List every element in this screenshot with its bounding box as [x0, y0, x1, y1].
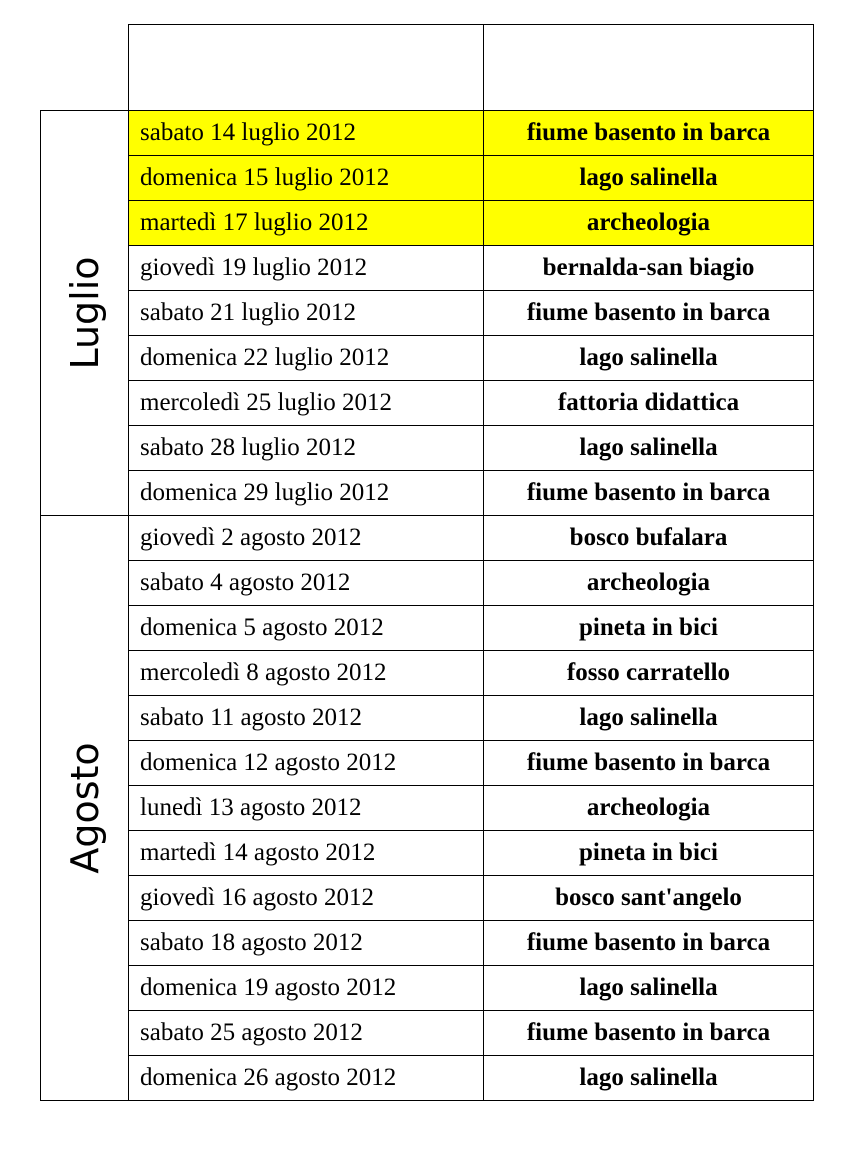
activity-cell: fiume basento in barca [484, 741, 814, 786]
activity-cell: fattoria didattica [484, 381, 814, 426]
date-cell: sabato 11 agosto 2012 [129, 696, 484, 741]
date-cell: sabato 21 luglio 2012 [129, 291, 484, 336]
date-cell: martedì 14 agosto 2012 [129, 831, 484, 876]
date-cell: lunedì 13 agosto 2012 [129, 786, 484, 831]
date-cell: domenica 5 agosto 2012 [129, 606, 484, 651]
schedule-row [41, 426, 814, 471]
schedule-row [41, 156, 814, 201]
activity-cell: bosco sant'angelo [484, 876, 814, 921]
schedule-row [41, 741, 814, 786]
date-cell: mercoledì 8 agosto 2012 [129, 651, 484, 696]
activity-cell: lago salinella [484, 156, 814, 201]
schedule-row [41, 201, 814, 246]
date-cell: giovedì 19 luglio 2012 [129, 246, 484, 291]
activity-cell: pineta in bici [484, 606, 814, 651]
excursion-schedule-table [40, 24, 814, 1101]
schedule-row [41, 651, 814, 696]
schedule-row [41, 561, 814, 606]
date-cell: giovedì 16 agosto 2012 [129, 876, 484, 921]
schedule-row [41, 966, 814, 1011]
date-cell: sabato 28 luglio 2012 [129, 426, 484, 471]
date-cell: sabato 25 agosto 2012 [129, 1011, 484, 1056]
schedule-row [41, 471, 814, 516]
date-cell: mercoledì 25 luglio 2012 [129, 381, 484, 426]
activity-cell: fosso carratello [484, 651, 814, 696]
schedule-row [41, 381, 814, 426]
activity-cell: fiume basento in barca [484, 111, 814, 156]
activity-cell: lago salinella [484, 1056, 814, 1101]
schedule-row [41, 696, 814, 741]
date-cell: sabato 4 agosto 2012 [129, 561, 484, 606]
date-header-cell [129, 25, 484, 111]
schedule-row [41, 921, 814, 966]
schedule-row [41, 606, 814, 651]
date-cell: domenica 29 luglio 2012 [129, 471, 484, 516]
date-cell: giovedì 2 agosto 2012 [129, 516, 484, 561]
schedule-row [41, 786, 814, 831]
activity-cell: fiume basento in barca [484, 1011, 814, 1056]
activity-cell: archeologia [484, 201, 814, 246]
activity-cell: fiume basento in barca [484, 471, 814, 516]
date-cell: domenica 19 agosto 2012 [129, 966, 484, 1011]
date-cell: domenica 15 luglio 2012 [129, 156, 484, 201]
schedule-body [41, 25, 814, 1101]
month-label: Agosto [62, 742, 107, 874]
date-cell: domenica 22 luglio 2012 [129, 336, 484, 381]
activity-cell: fiume basento in barca [484, 291, 814, 336]
activity-header-cell [484, 25, 814, 111]
activity-cell: bosco bufalara [484, 516, 814, 561]
schedule-row [41, 516, 814, 561]
schedule-row [41, 876, 814, 921]
date-cell: martedì 17 luglio 2012 [129, 201, 484, 246]
activity-cell: fiume basento in barca [484, 921, 814, 966]
activity-cell: pineta in bici [484, 831, 814, 876]
month-label: Luglio [62, 256, 107, 370]
date-cell: domenica 26 agosto 2012 [129, 1056, 484, 1101]
activity-cell: lago salinella [484, 966, 814, 1011]
activity-cell: lago salinella [484, 426, 814, 471]
activity-cell: archeologia [484, 786, 814, 831]
date-cell: domenica 12 agosto 2012 [129, 741, 484, 786]
header-corner-cell [41, 25, 129, 111]
schedule-row [41, 111, 814, 156]
header-row [41, 25, 814, 111]
month-group-cell [41, 111, 129, 516]
activity-cell: lago salinella [484, 696, 814, 741]
month-group-cell [41, 516, 129, 1101]
activity-cell: lago salinella [484, 336, 814, 381]
activity-cell: archeologia [484, 561, 814, 606]
schedule-row [41, 1056, 814, 1101]
date-cell: sabato 14 luglio 2012 [129, 111, 484, 156]
schedule-row [41, 246, 814, 291]
schedule-row [41, 291, 814, 336]
activity-cell: bernalda-san biagio [484, 246, 814, 291]
schedule-row [41, 831, 814, 876]
date-cell: sabato 18 agosto 2012 [129, 921, 484, 966]
schedule-row [41, 1011, 814, 1056]
schedule-row [41, 336, 814, 381]
